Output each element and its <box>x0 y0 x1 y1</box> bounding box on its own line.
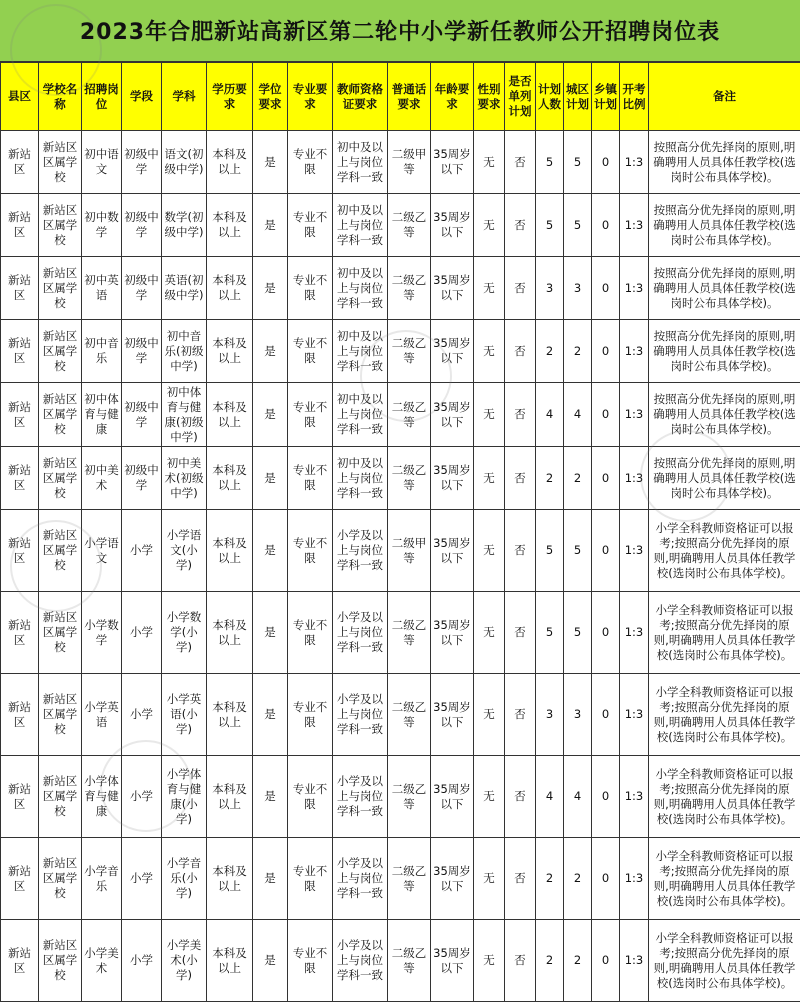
post-cell: 小学音乐 <box>82 838 122 920</box>
rural-plan-cell: 0 <box>592 838 620 920</box>
education-cell: 本科及以上 <box>207 383 253 447</box>
table-row <box>1 756 800 838</box>
exam-ratio-cell: 1:3 <box>620 194 649 257</box>
degree-cell: 是 <box>253 838 288 920</box>
gender-cell: 无 <box>474 320 505 383</box>
county-cell: 新站区 <box>1 592 39 674</box>
header-education: 学历要求 <box>207 63 253 131</box>
certificate-cell: 初中及以上与岗位学科一致 <box>333 383 388 447</box>
separate-plan-cell: 否 <box>505 320 536 383</box>
plan-count-cell: 5 <box>536 194 564 257</box>
degree-cell: 是 <box>253 383 288 447</box>
gender-cell: 无 <box>474 131 505 194</box>
age-cell: 35周岁以下 <box>431 756 474 838</box>
subject-cell: 小学语文(小学) <box>162 510 207 592</box>
school-cell: 新站区区属学校 <box>39 320 82 383</box>
header-separate-plan: 是否单列计划 <box>505 63 536 131</box>
certificate-cell: 小学及以上与岗位学科一致 <box>333 920 388 1002</box>
gender-cell: 无 <box>474 592 505 674</box>
header-notes: 备注 <box>649 63 800 131</box>
education-cell: 本科及以上 <box>207 194 253 257</box>
header-county: 县区 <box>1 63 39 131</box>
post-cell: 初中数学 <box>82 194 122 257</box>
urban-plan-cell: 3 <box>564 674 592 756</box>
exam-ratio-cell: 1:3 <box>620 674 649 756</box>
gender-cell: 无 <box>474 257 505 320</box>
rural-plan-cell: 0 <box>592 756 620 838</box>
mandarin-cell: 二级乙等 <box>388 756 431 838</box>
degree-cell: 是 <box>253 592 288 674</box>
exam-ratio-cell: 1:3 <box>620 257 649 320</box>
county-cell: 新站区 <box>1 756 39 838</box>
county-cell: 新站区 <box>1 510 39 592</box>
gender-cell: 无 <box>474 510 505 592</box>
school-cell: 新站区区属学校 <box>39 674 82 756</box>
header-school: 学校名称 <box>39 63 82 131</box>
subject-cell: 初中体育与健康(初级中学) <box>162 383 207 447</box>
notes-cell: 小学全科教师资格证可以报考;按照高分优先择岗的原则,明确聘用人员具体任教学校(选岗时公布具体学校)。 <box>649 592 800 674</box>
subject-cell: 小学美术(小学) <box>162 920 207 1002</box>
education-cell: 本科及以上 <box>207 838 253 920</box>
subject-cell: 小学英语(小学) <box>162 674 207 756</box>
post-cell: 初中体育与健康 <box>82 383 122 447</box>
certificate-cell: 小学及以上与岗位学科一致 <box>333 756 388 838</box>
county-cell: 新站区 <box>1 131 39 194</box>
notes-cell: 按照高分优先择岗的原则,明确聘用人员具体任教学校(选岗时公布具体学校)。 <box>649 194 800 257</box>
header-gender: 性别要求 <box>474 63 505 131</box>
certificate-cell: 初中及以上与岗位学科一致 <box>333 194 388 257</box>
notes-cell: 小学全科教师资格证可以报考;按照高分优先择岗的原则,明确聘用人员具体任教学校(选岗时公布具体学校)。 <box>649 674 800 756</box>
post-cell: 初中美术 <box>82 447 122 510</box>
education-cell: 本科及以上 <box>207 510 253 592</box>
gender-cell: 无 <box>474 920 505 1002</box>
gender-cell: 无 <box>474 674 505 756</box>
post-cell: 小学数学 <box>82 592 122 674</box>
major-cell: 专业不限 <box>288 447 333 510</box>
header-stage: 学段 <box>122 63 162 131</box>
table-row <box>1 674 800 756</box>
certificate-cell: 小学及以上与岗位学科一致 <box>333 592 388 674</box>
table-row <box>1 257 800 320</box>
urban-plan-cell: 5 <box>564 592 592 674</box>
notes-cell: 按照高分优先择岗的原则,明确聘用人员具体任教学校(选岗时公布具体学校)。 <box>649 257 800 320</box>
recruitment-table <box>0 62 800 1002</box>
subject-cell: 初中音乐(初级中学) <box>162 320 207 383</box>
urban-plan-cell: 5 <box>564 131 592 194</box>
stage-cell: 小学 <box>122 838 162 920</box>
rural-plan-cell: 0 <box>592 920 620 1002</box>
page-title: 2023年合肥新站高新区第二轮中小学新任教师公开招聘岗位表 <box>0 0 800 62</box>
education-cell: 本科及以上 <box>207 592 253 674</box>
degree-cell: 是 <box>253 257 288 320</box>
header-age: 年龄要求 <box>431 63 474 131</box>
mandarin-cell: 二级乙等 <box>388 920 431 1002</box>
stage-cell: 初级中学 <box>122 131 162 194</box>
degree-cell: 是 <box>253 320 288 383</box>
notes-cell: 按照高分优先择岗的原则,明确聘用人员具体任教学校(选岗时公布具体学校)。 <box>649 320 800 383</box>
school-cell: 新站区区属学校 <box>39 194 82 257</box>
exam-ratio-cell: 1:3 <box>620 838 649 920</box>
county-cell: 新站区 <box>1 674 39 756</box>
education-cell: 本科及以上 <box>207 920 253 1002</box>
stage-cell: 初级中学 <box>122 194 162 257</box>
education-cell: 本科及以上 <box>207 674 253 756</box>
stage-cell: 小学 <box>122 592 162 674</box>
major-cell: 专业不限 <box>288 194 333 257</box>
table-row <box>1 920 800 1002</box>
certificate-cell: 初中及以上与岗位学科一致 <box>333 257 388 320</box>
mandarin-cell: 二级乙等 <box>388 838 431 920</box>
school-cell: 新站区区属学校 <box>39 447 82 510</box>
separate-plan-cell: 否 <box>505 447 536 510</box>
separate-plan-cell: 否 <box>505 838 536 920</box>
subject-cell: 英语(初级中学) <box>162 257 207 320</box>
county-cell: 新站区 <box>1 194 39 257</box>
gender-cell: 无 <box>474 194 505 257</box>
certificate-cell: 小学及以上与岗位学科一致 <box>333 838 388 920</box>
header-plan-count: 计划人数 <box>536 63 564 131</box>
exam-ratio-cell: 1:3 <box>620 131 649 194</box>
age-cell: 35周岁以下 <box>431 838 474 920</box>
major-cell: 专业不限 <box>288 838 333 920</box>
notes-cell: 按照高分优先择岗的原则,明确聘用人员具体任教学校(选岗时公布具体学校)。 <box>649 447 800 510</box>
header-rural-plan: 乡镇计划 <box>592 63 620 131</box>
notes-cell: 小学全科教师资格证可以报考;按照高分优先择岗的原则,明确聘用人员具体任教学校(选岗时公布具体学校)。 <box>649 756 800 838</box>
certificate-cell: 小学及以上与岗位学科一致 <box>333 674 388 756</box>
table-row <box>1 194 800 257</box>
urban-plan-cell: 3 <box>564 257 592 320</box>
plan-count-cell: 3 <box>536 257 564 320</box>
subject-cell: 数学(初级中学) <box>162 194 207 257</box>
education-cell: 本科及以上 <box>207 131 253 194</box>
rural-plan-cell: 0 <box>592 510 620 592</box>
header-exam-ratio: 开考比例 <box>620 63 649 131</box>
urban-plan-cell: 2 <box>564 920 592 1002</box>
degree-cell: 是 <box>253 756 288 838</box>
certificate-cell: 小学及以上与岗位学科一致 <box>333 510 388 592</box>
post-cell: 小学美术 <box>82 920 122 1002</box>
table-row <box>1 838 800 920</box>
gender-cell: 无 <box>474 756 505 838</box>
certificate-cell: 初中及以上与岗位学科一致 <box>333 320 388 383</box>
table-row <box>1 383 800 447</box>
education-cell: 本科及以上 <box>207 320 253 383</box>
age-cell: 35周岁以下 <box>431 320 474 383</box>
mandarin-cell: 二级甲等 <box>388 510 431 592</box>
subject-cell: 小学数学(小学) <box>162 592 207 674</box>
gender-cell: 无 <box>474 383 505 447</box>
plan-count-cell: 4 <box>536 383 564 447</box>
post-cell: 小学语文 <box>82 510 122 592</box>
mandarin-cell: 二级甲等 <box>388 131 431 194</box>
plan-count-cell: 4 <box>536 756 564 838</box>
certificate-cell: 初中及以上与岗位学科一致 <box>333 447 388 510</box>
major-cell: 专业不限 <box>288 756 333 838</box>
subject-cell: 小学音乐(小学) <box>162 838 207 920</box>
degree-cell: 是 <box>253 510 288 592</box>
separate-plan-cell: 否 <box>505 257 536 320</box>
header-post: 招聘岗位 <box>82 63 122 131</box>
plan-count-cell: 3 <box>536 674 564 756</box>
rural-plan-cell: 0 <box>592 383 620 447</box>
subject-cell: 初中美术(初级中学) <box>162 447 207 510</box>
post-cell: 小学体育与健康 <box>82 756 122 838</box>
urban-plan-cell: 2 <box>564 320 592 383</box>
header-mandarin: 普通话要求 <box>388 63 431 131</box>
age-cell: 35周岁以下 <box>431 510 474 592</box>
urban-plan-cell: 2 <box>564 447 592 510</box>
major-cell: 专业不限 <box>288 131 333 194</box>
rural-plan-cell: 0 <box>592 257 620 320</box>
school-cell: 新站区区属学校 <box>39 131 82 194</box>
notes-cell: 小学全科教师资格证可以报考;按照高分优先择岗的原则,明确聘用人员具体任教学校(选岗时公布具体学校)。 <box>649 920 800 1002</box>
county-cell: 新站区 <box>1 257 39 320</box>
major-cell: 专业不限 <box>288 383 333 447</box>
education-cell: 本科及以上 <box>207 756 253 838</box>
exam-ratio-cell: 1:3 <box>620 383 649 447</box>
mandarin-cell: 二级乙等 <box>388 674 431 756</box>
table-row <box>1 447 800 510</box>
stage-cell: 初级中学 <box>122 257 162 320</box>
degree-cell: 是 <box>253 920 288 1002</box>
major-cell: 专业不限 <box>288 510 333 592</box>
notes-cell: 按照高分优先择岗的原则,明确聘用人员具体任教学校(选岗时公布具体学校)。 <box>649 131 800 194</box>
urban-plan-cell: 4 <box>564 756 592 838</box>
rural-plan-cell: 0 <box>592 674 620 756</box>
notes-cell: 按照高分优先择岗的原则,明确聘用人员具体任教学校(选岗时公布具体学校)。 <box>649 383 800 447</box>
school-cell: 新站区区属学校 <box>39 838 82 920</box>
mandarin-cell: 二级乙等 <box>388 194 431 257</box>
table-row <box>1 320 800 383</box>
exam-ratio-cell: 1:3 <box>620 320 649 383</box>
major-cell: 专业不限 <box>288 920 333 1002</box>
urban-plan-cell: 5 <box>564 510 592 592</box>
urban-plan-cell: 5 <box>564 194 592 257</box>
urban-plan-cell: 4 <box>564 383 592 447</box>
separate-plan-cell: 否 <box>505 920 536 1002</box>
age-cell: 35周岁以下 <box>431 920 474 1002</box>
separate-plan-cell: 否 <box>505 592 536 674</box>
county-cell: 新站区 <box>1 320 39 383</box>
rural-plan-cell: 0 <box>592 592 620 674</box>
table-row <box>1 510 800 592</box>
major-cell: 专业不限 <box>288 674 333 756</box>
urban-plan-cell: 2 <box>564 838 592 920</box>
school-cell: 新站区区属学校 <box>39 257 82 320</box>
education-cell: 本科及以上 <box>207 257 253 320</box>
school-cell: 新站区区属学校 <box>39 920 82 1002</box>
certificate-cell: 初中及以上与岗位学科一致 <box>333 131 388 194</box>
header-certificate: 教师资格证要求 <box>333 63 388 131</box>
table-body <box>1 131 800 1002</box>
header-subject: 学科 <box>162 63 207 131</box>
county-cell: 新站区 <box>1 383 39 447</box>
notes-cell: 小学全科教师资格证可以报考;按照高分优先择岗的原则,明确聘用人员具体任教学校(选岗时公布具体学校)。 <box>649 510 800 592</box>
plan-count-cell: 2 <box>536 838 564 920</box>
plan-count-cell: 2 <box>536 320 564 383</box>
plan-count-cell: 2 <box>536 920 564 1002</box>
degree-cell: 是 <box>253 131 288 194</box>
age-cell: 35周岁以下 <box>431 131 474 194</box>
exam-ratio-cell: 1:3 <box>620 447 649 510</box>
exam-ratio-cell: 1:3 <box>620 592 649 674</box>
exam-ratio-cell: 1:3 <box>620 510 649 592</box>
age-cell: 35周岁以下 <box>431 257 474 320</box>
table-row <box>1 592 800 674</box>
county-cell: 新站区 <box>1 447 39 510</box>
mandarin-cell: 二级乙等 <box>388 257 431 320</box>
header-degree: 学位要求 <box>253 63 288 131</box>
major-cell: 专业不限 <box>288 257 333 320</box>
age-cell: 35周岁以下 <box>431 447 474 510</box>
school-cell: 新站区区属学校 <box>39 510 82 592</box>
post-cell: 初中英语 <box>82 257 122 320</box>
exam-ratio-cell: 1:3 <box>620 756 649 838</box>
county-cell: 新站区 <box>1 920 39 1002</box>
age-cell: 35周岁以下 <box>431 383 474 447</box>
rural-plan-cell: 0 <box>592 320 620 383</box>
mandarin-cell: 二级乙等 <box>388 447 431 510</box>
header-urban-plan: 城区计划 <box>564 63 592 131</box>
degree-cell: 是 <box>253 447 288 510</box>
separate-plan-cell: 否 <box>505 131 536 194</box>
post-cell: 初中语文 <box>82 131 122 194</box>
exam-ratio-cell: 1:3 <box>620 920 649 1002</box>
subject-cell: 小学体育与健康(小学) <box>162 756 207 838</box>
stage-cell: 初级中学 <box>122 320 162 383</box>
education-cell: 本科及以上 <box>207 447 253 510</box>
county-cell: 新站区 <box>1 838 39 920</box>
header-row <box>1 63 800 131</box>
separate-plan-cell: 否 <box>505 383 536 447</box>
plan-count-cell: 2 <box>536 447 564 510</box>
notes-cell: 小学全科教师资格证可以报考;按照高分优先择岗的原则,明确聘用人员具体任教学校(选岗时公布具体学校)。 <box>649 838 800 920</box>
rural-plan-cell: 0 <box>592 194 620 257</box>
major-cell: 专业不限 <box>288 592 333 674</box>
separate-plan-cell: 否 <box>505 756 536 838</box>
table-row <box>1 131 800 194</box>
gender-cell: 无 <box>474 447 505 510</box>
school-cell: 新站区区属学校 <box>39 756 82 838</box>
stage-cell: 小学 <box>122 674 162 756</box>
post-cell: 小学英语 <box>82 674 122 756</box>
degree-cell: 是 <box>253 194 288 257</box>
age-cell: 35周岁以下 <box>431 592 474 674</box>
stage-cell: 初级中学 <box>122 383 162 447</box>
major-cell: 专业不限 <box>288 320 333 383</box>
header-major: 专业要求 <box>288 63 333 131</box>
mandarin-cell: 二级乙等 <box>388 383 431 447</box>
plan-count-cell: 5 <box>536 592 564 674</box>
post-cell: 初中音乐 <box>82 320 122 383</box>
stage-cell: 初级中学 <box>122 447 162 510</box>
stage-cell: 小学 <box>122 920 162 1002</box>
plan-count-cell: 5 <box>536 510 564 592</box>
separate-plan-cell: 否 <box>505 674 536 756</box>
rural-plan-cell: 0 <box>592 447 620 510</box>
stage-cell: 小学 <box>122 510 162 592</box>
age-cell: 35周岁以下 <box>431 674 474 756</box>
school-cell: 新站区区属学校 <box>39 383 82 447</box>
rural-plan-cell: 0 <box>592 131 620 194</box>
mandarin-cell: 二级乙等 <box>388 320 431 383</box>
subject-cell: 语文(初级中学) <box>162 131 207 194</box>
separate-plan-cell: 否 <box>505 510 536 592</box>
gender-cell: 无 <box>474 838 505 920</box>
school-cell: 新站区区属学校 <box>39 592 82 674</box>
degree-cell: 是 <box>253 674 288 756</box>
plan-count-cell: 5 <box>536 131 564 194</box>
mandarin-cell: 二级乙等 <box>388 592 431 674</box>
separate-plan-cell: 否 <box>505 194 536 257</box>
stage-cell: 小学 <box>122 756 162 838</box>
age-cell: 35周岁以下 <box>431 194 474 257</box>
